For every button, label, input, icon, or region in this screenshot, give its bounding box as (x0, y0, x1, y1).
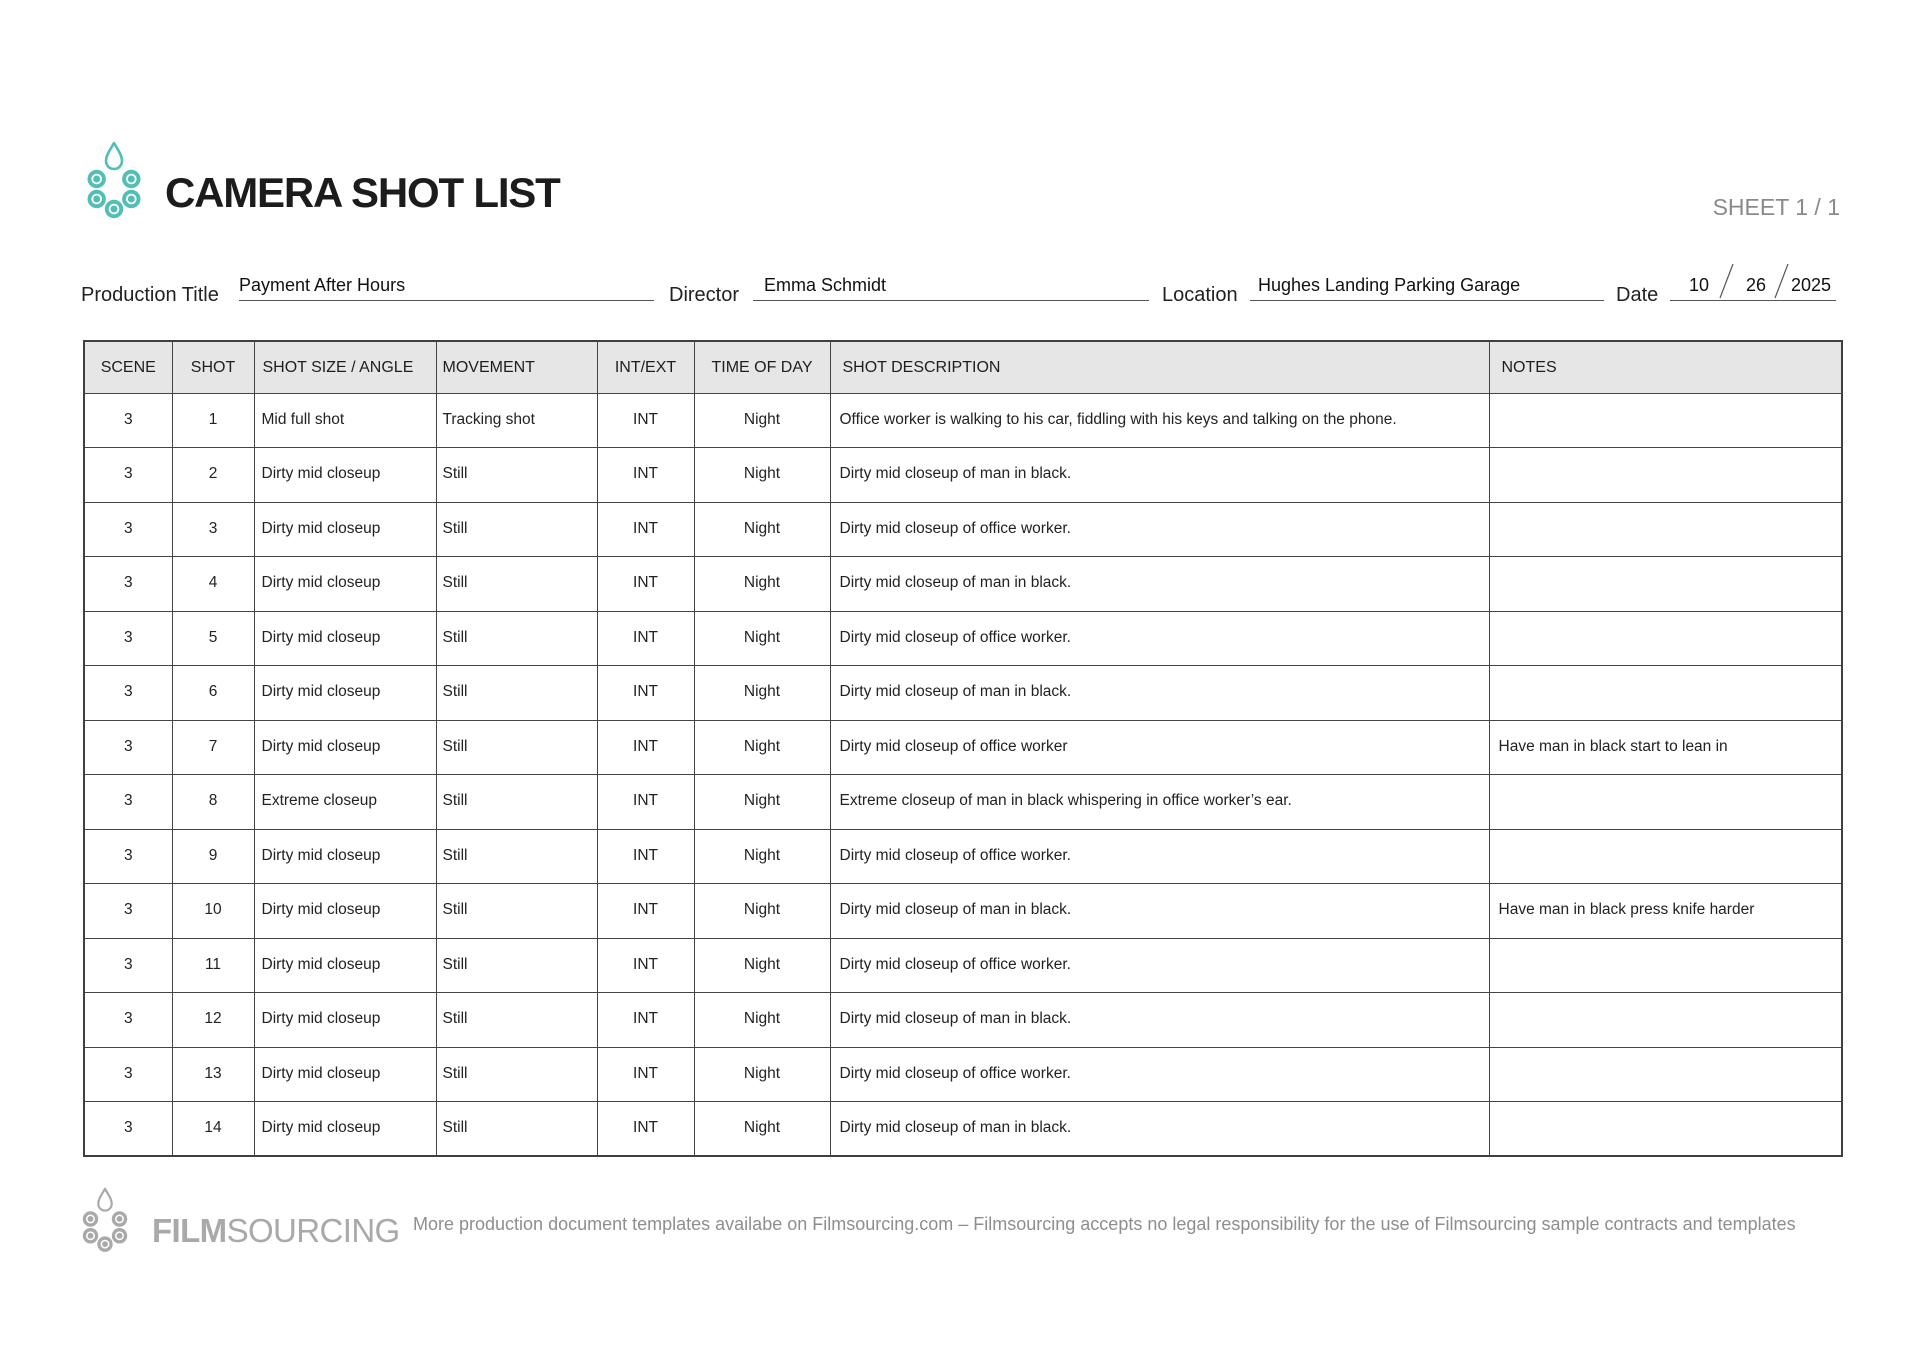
table-row (84, 393, 1842, 448)
cell-int-ext: INT (597, 448, 694, 503)
cell-shot: 11 (172, 938, 254, 993)
cell-time-of-day: Night (694, 666, 830, 721)
cell-movement: Still (436, 502, 597, 557)
cell-shot-size: Dirty mid closeup (254, 666, 436, 721)
cell-shot-size: Dirty mid closeup (254, 448, 436, 503)
cell-scene: 3 (84, 720, 172, 775)
director-underline (753, 300, 1149, 301)
cell-int-ext: INT (597, 611, 694, 666)
cell-notes (1489, 448, 1842, 503)
cell-scene: 3 (84, 938, 172, 993)
table-row (84, 502, 1842, 557)
cell-time-of-day: Night (694, 720, 830, 775)
table-row (84, 993, 1842, 1048)
cell-description: Dirty mid closeup of office worker. (830, 611, 1489, 666)
table-row (84, 720, 1842, 775)
table-row (84, 938, 1842, 993)
table-row (84, 775, 1842, 830)
cell-scene: 3 (84, 884, 172, 939)
location-underline (1250, 300, 1604, 301)
cell-description: Dirty mid closeup of office worker. (830, 502, 1489, 557)
cell-scene: 3 (84, 666, 172, 721)
cell-shot-size: Dirty mid closeup (254, 557, 436, 612)
cell-scene: 3 (84, 611, 172, 666)
cell-movement: Still (436, 557, 597, 612)
cell-description: Office worker is walking to his car, fiddling with his keys and talking on the phone. (830, 393, 1489, 448)
cell-shot: 1 (172, 393, 254, 448)
cell-shot-size: Extreme closeup (254, 775, 436, 830)
cell-shot-size: Dirty mid closeup (254, 993, 436, 1048)
column-header-int-ext: INT/EXT (597, 341, 694, 393)
cell-notes (1489, 993, 1842, 1048)
cell-int-ext: INT (597, 829, 694, 884)
cell-int-ext: INT (597, 557, 694, 612)
flower-logo-graphic (83, 141, 145, 223)
cell-movement: Tracking shot (436, 393, 597, 448)
cell-movement: Still (436, 938, 597, 993)
cell-shot: 6 (172, 666, 254, 721)
cell-movement: Still (436, 775, 597, 830)
table-row (84, 884, 1842, 939)
cell-time-of-day: Night (694, 502, 830, 557)
cell-shot: 8 (172, 775, 254, 830)
cell-time-of-day: Night (694, 1102, 830, 1157)
footer-disclaimer: More production document templates availabe on Filmsourcing.com – Filmsourcing accepts no legal responsibility for the use of Filmsourcing sample contracts and templates (413, 1214, 1796, 1234)
cell-movement: Still (436, 829, 597, 884)
column-header-movement: MOVEMENT (436, 341, 597, 393)
cell-time-of-day: Night (694, 993, 830, 1048)
cell-movement: Still (436, 1047, 597, 1102)
cell-scene: 3 (84, 502, 172, 557)
cell-int-ext: INT (597, 393, 694, 448)
cell-movement: Still (436, 611, 597, 666)
cell-notes (1489, 1047, 1842, 1102)
cell-shot: 14 (172, 1102, 254, 1157)
wordmark-film: FILM (152, 1212, 227, 1249)
cell-shot: 2 (172, 448, 254, 503)
location-label: Location (1162, 284, 1238, 306)
cell-description: Dirty mid closeup of office worker. (830, 829, 1489, 884)
cell-shot: 5 (172, 611, 254, 666)
page-title: CAMERA SHOT LIST (165, 169, 560, 216)
cell-shot-size: Dirty mid closeup (254, 1102, 436, 1157)
date-month: 10 (1689, 275, 1710, 295)
cell-shot: 12 (172, 993, 254, 1048)
date-year: 2025 (1791, 275, 1832, 295)
table-header-row (84, 341, 1842, 393)
location-value: Hughes Landing Parking Garage (1258, 275, 1521, 295)
cell-notes: Have man in black start to lean in (1489, 720, 1842, 775)
column-header-shot-size: SHOT SIZE / ANGLE (254, 341, 436, 393)
cell-time-of-day: Night (694, 938, 830, 993)
cell-time-of-day: Night (694, 611, 830, 666)
cell-notes (1489, 829, 1842, 884)
cell-time-of-day: Night (694, 775, 830, 830)
flower-logo-icon (83, 141, 145, 223)
cell-notes (1489, 393, 1842, 448)
cell-time-of-day: Night (694, 557, 830, 612)
cell-scene: 3 (84, 993, 172, 1048)
cell-shot: 9 (172, 829, 254, 884)
cell-description: Dirty mid closeup of office worker (830, 720, 1489, 775)
cell-int-ext: INT (597, 720, 694, 775)
director-label: Director (669, 284, 740, 306)
cell-description: Dirty mid closeup of man in black. (830, 557, 1489, 612)
filmsourcing-logo-icon (79, 1187, 131, 1256)
cell-notes (1489, 666, 1842, 721)
cell-movement: Still (436, 884, 597, 939)
cell-shot: 7 (172, 720, 254, 775)
cell-description: Dirty mid closeup of man in black. (830, 448, 1489, 503)
cell-description: Dirty mid closeup of man in black. (830, 1102, 1489, 1157)
cell-shot-size: Dirty mid closeup (254, 502, 436, 557)
cell-shot-size: Dirty mid closeup (254, 720, 436, 775)
column-header-scene: SCENE (84, 341, 172, 393)
table-body (84, 393, 1842, 1156)
cell-description: Extreme closeup of man in black whispering in office worker’s ear. (830, 775, 1489, 830)
production-title-value: Payment After Hours (239, 275, 406, 295)
cell-int-ext: INT (597, 502, 694, 557)
cell-description: Dirty mid closeup of office worker. (830, 938, 1489, 993)
cell-scene: 3 (84, 829, 172, 884)
date-separator-icon (1670, 260, 1840, 302)
filmsourcing-logo-graphic (79, 1187, 131, 1256)
cell-description: Dirty mid closeup of office worker. (830, 1047, 1489, 1102)
cell-time-of-day: Night (694, 393, 830, 448)
cell-int-ext: INT (597, 666, 694, 721)
cell-description: Dirty mid closeup of man in black. (830, 993, 1489, 1048)
cell-scene: 3 (84, 448, 172, 503)
shot-list-table (83, 340, 1843, 1157)
cell-notes (1489, 502, 1842, 557)
cell-shot-size: Dirty mid closeup (254, 829, 436, 884)
cell-movement: Still (436, 666, 597, 721)
cell-int-ext: INT (597, 1102, 694, 1157)
filmsourcing-wordmark (152, 1214, 400, 1247)
cell-movement: Still (436, 720, 597, 775)
cell-int-ext: INT (597, 775, 694, 830)
cell-notes (1489, 938, 1842, 993)
date-day: 26 (1746, 275, 1767, 295)
cell-description: Dirty mid closeup of man in black. (830, 666, 1489, 721)
column-header-time-of-day: TIME OF DAY (694, 341, 830, 393)
cell-notes (1489, 1102, 1842, 1157)
cell-scene: 3 (84, 557, 172, 612)
cell-notes: Have man in black press knife harder (1489, 884, 1842, 939)
cell-shot-size: Dirty mid closeup (254, 1047, 436, 1102)
cell-time-of-day: Night (694, 829, 830, 884)
wordmark-sourcing: SOURCING (226, 1212, 400, 1249)
table-row (84, 1047, 1842, 1102)
cell-scene: 3 (84, 775, 172, 830)
cell-notes (1489, 611, 1842, 666)
column-header-description: SHOT DESCRIPTION (830, 341, 1489, 393)
cell-time-of-day: Night (694, 1047, 830, 1102)
column-header-notes: NOTES (1489, 341, 1842, 393)
cell-int-ext: INT (597, 938, 694, 993)
cell-time-of-day: Night (694, 884, 830, 939)
table-row (84, 557, 1842, 612)
cell-time-of-day: Night (694, 448, 830, 503)
cell-shot-size: Mid full shot (254, 393, 436, 448)
cell-shot: 10 (172, 884, 254, 939)
cell-scene: 3 (84, 393, 172, 448)
director-value: Emma Schmidt (764, 275, 887, 295)
cell-movement: Still (436, 448, 597, 503)
cell-int-ext: INT (597, 884, 694, 939)
cell-shot: 13 (172, 1047, 254, 1102)
table-row (84, 1102, 1842, 1157)
cell-description: Dirty mid closeup of man in black. (830, 884, 1489, 939)
cell-int-ext: INT (597, 1047, 694, 1102)
cell-shot-size: Dirty mid closeup (254, 611, 436, 666)
cell-scene: 3 (84, 1102, 172, 1157)
cell-shot: 4 (172, 557, 254, 612)
table-row (84, 666, 1842, 721)
column-header-shot: SHOT (172, 341, 254, 393)
sheet-number: SHEET 1 / 1 (1712, 194, 1840, 220)
cell-shot-size: Dirty mid closeup (254, 938, 436, 993)
cell-shot: 3 (172, 502, 254, 557)
cell-movement: Still (436, 993, 597, 1048)
cell-shot-size: Dirty mid closeup (254, 884, 436, 939)
cell-notes (1489, 775, 1842, 830)
date-label: Date (1616, 284, 1659, 306)
production-title-underline (239, 300, 654, 301)
table-row (84, 829, 1842, 884)
table-row (84, 448, 1842, 503)
cell-movement: Still (436, 1102, 597, 1157)
cell-scene: 3 (84, 1047, 172, 1102)
table-row (84, 611, 1842, 666)
cell-notes (1489, 557, 1842, 612)
cell-int-ext: INT (597, 993, 694, 1048)
production-title-label: Production Title (81, 284, 219, 306)
